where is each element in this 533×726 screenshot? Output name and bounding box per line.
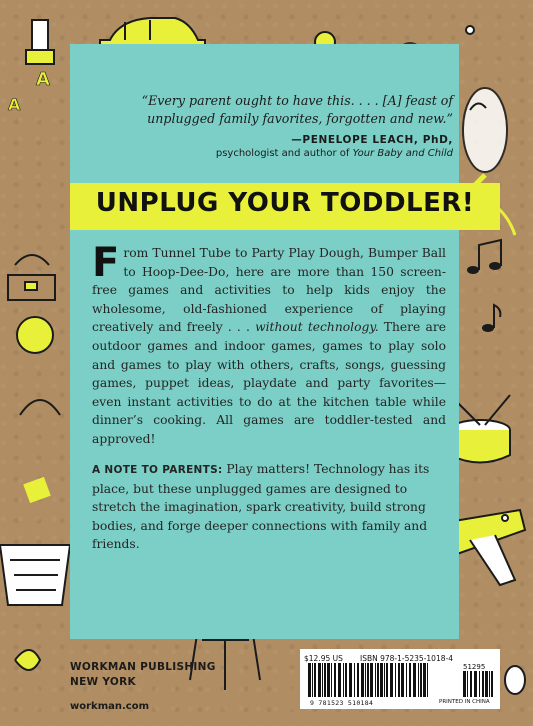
barcode-bar <box>479 671 480 697</box>
isbn-label: ISBN 978-1-5235-1018-4 <box>360 654 453 663</box>
price-label: $12.95 US <box>304 654 343 663</box>
barcode-bar <box>338 663 341 697</box>
barcode-bar <box>331 663 332 697</box>
description-part-1: rom Tunnel Tube to Party Play Dough, Bumper Ball to Hoop-Dee-Do, here are more than 150 screen-free games and activities to help kids enjoy the wholesome, old-fashioned experience of playing creatively and freely . . . <box>92 246 446 335</box>
barcode-bar <box>357 663 359 697</box>
note-label: A NOTE TO PARENTS: <box>92 464 223 476</box>
barcode-bar <box>349 663 352 697</box>
yellow-note-icon <box>23 477 51 503</box>
barcode-box <box>300 649 500 709</box>
ball-icon <box>17 317 53 353</box>
publisher-name: WORKMAN PUBLISHING <box>70 661 216 673</box>
quote-author-role <box>216 148 453 159</box>
barcode-bar <box>380 663 383 697</box>
barcode-bar <box>386 663 388 697</box>
barcode-bar <box>361 663 364 697</box>
barcode-bar <box>470 671 472 697</box>
barcode-bar <box>418 663 419 697</box>
spoon-icon <box>505 666 525 694</box>
barcode-bar <box>395 663 396 697</box>
barcode-bar <box>327 663 330 697</box>
publisher-city: NEW YORK <box>70 676 136 688</box>
barcode-bar <box>375 663 376 697</box>
author-role-text: psychologist and author of <box>215 148 353 159</box>
price-code: 51295 <box>463 663 486 671</box>
quote-author: —PENELOPE LEACH, PhD, <box>291 134 453 146</box>
dropcap: F <box>92 240 120 286</box>
barcode-bar <box>420 663 422 697</box>
barcode-bar <box>401 663 404 697</box>
barcode-bar <box>384 663 385 697</box>
barcode-bar <box>423 663 426 697</box>
barcode-bar <box>308 663 311 697</box>
barcode-bar <box>482 671 484 697</box>
barcode-bar <box>365 663 366 697</box>
note-text: Play matters! Technology has its place, but these unplugged games are designed to stretch the imagination, spark creativity, build strong bodies, and forge deeper connections with family and friends. <box>92 462 430 552</box>
barcode-bar <box>354 663 355 697</box>
barcode-bar <box>474 671 477 697</box>
barcode-bar <box>324 663 326 697</box>
description-emphasis: without technology. <box>255 320 379 335</box>
description-part-2: There are outdoor games and indoor games, games to play solo and games to play with others, crafts, songs, guessing games, puppet ideas, playdate and party favorites—even instant activities to do at the kitchen table while dinner’s cooking. All games are toddler-tested and approved! <box>92 320 446 446</box>
barcode-digits: 9 781523 510184 <box>310 699 374 707</box>
barcode-bar <box>334 663 336 697</box>
barcode-bar <box>485 671 488 697</box>
barcode-bar <box>314 663 316 697</box>
barcode-bar <box>463 671 466 697</box>
barcode-bar <box>398 663 400 697</box>
publisher-website: workman.com <box>70 701 149 712</box>
barcode-bar <box>390 663 393 697</box>
letter-a-block: A <box>36 69 50 90</box>
barcode-bar <box>377 663 379 697</box>
review-quote: “Every parent ought to have this. . . . [A] feast of unplugged family favorites, forgotten and new.” <box>141 93 453 126</box>
quote-attribution <box>216 134 453 159</box>
barcode-bar <box>322 663 323 697</box>
description-text <box>92 240 446 449</box>
author-book-title: Your Baby and Child <box>352 148 453 159</box>
paint-roller-icon <box>26 20 54 64</box>
barcode-bar <box>367 663 369 697</box>
barcode-bar <box>409 663 411 697</box>
music-note-icon <box>467 240 501 332</box>
printed-in: PRINTED IN CHINA <box>439 699 490 705</box>
barcode-bar <box>427 663 428 697</box>
duck-icon <box>15 650 40 670</box>
note-to-parents <box>92 460 446 554</box>
barcode-bar <box>343 663 344 697</box>
barcode-bar <box>312 663 313 697</box>
barcode-bar <box>406 663 407 697</box>
barcode-bar <box>489 671 490 697</box>
publisher-block <box>70 660 216 690</box>
drum-icon <box>450 395 510 463</box>
barcode-bar <box>345 663 347 697</box>
lunchbox-icon <box>8 255 55 300</box>
barcode-bar <box>370 663 373 697</box>
letter-a-small: A <box>8 95 21 114</box>
loop-doodle <box>20 400 60 415</box>
barcode-bar <box>413 663 416 697</box>
barcode-bar <box>318 663 321 697</box>
barcode-bar <box>467 671 468 697</box>
basket-icon <box>0 545 70 605</box>
barcode-bar <box>491 671 493 697</box>
page-title: UNPLUG YOUR TODDLER! <box>95 188 475 218</box>
